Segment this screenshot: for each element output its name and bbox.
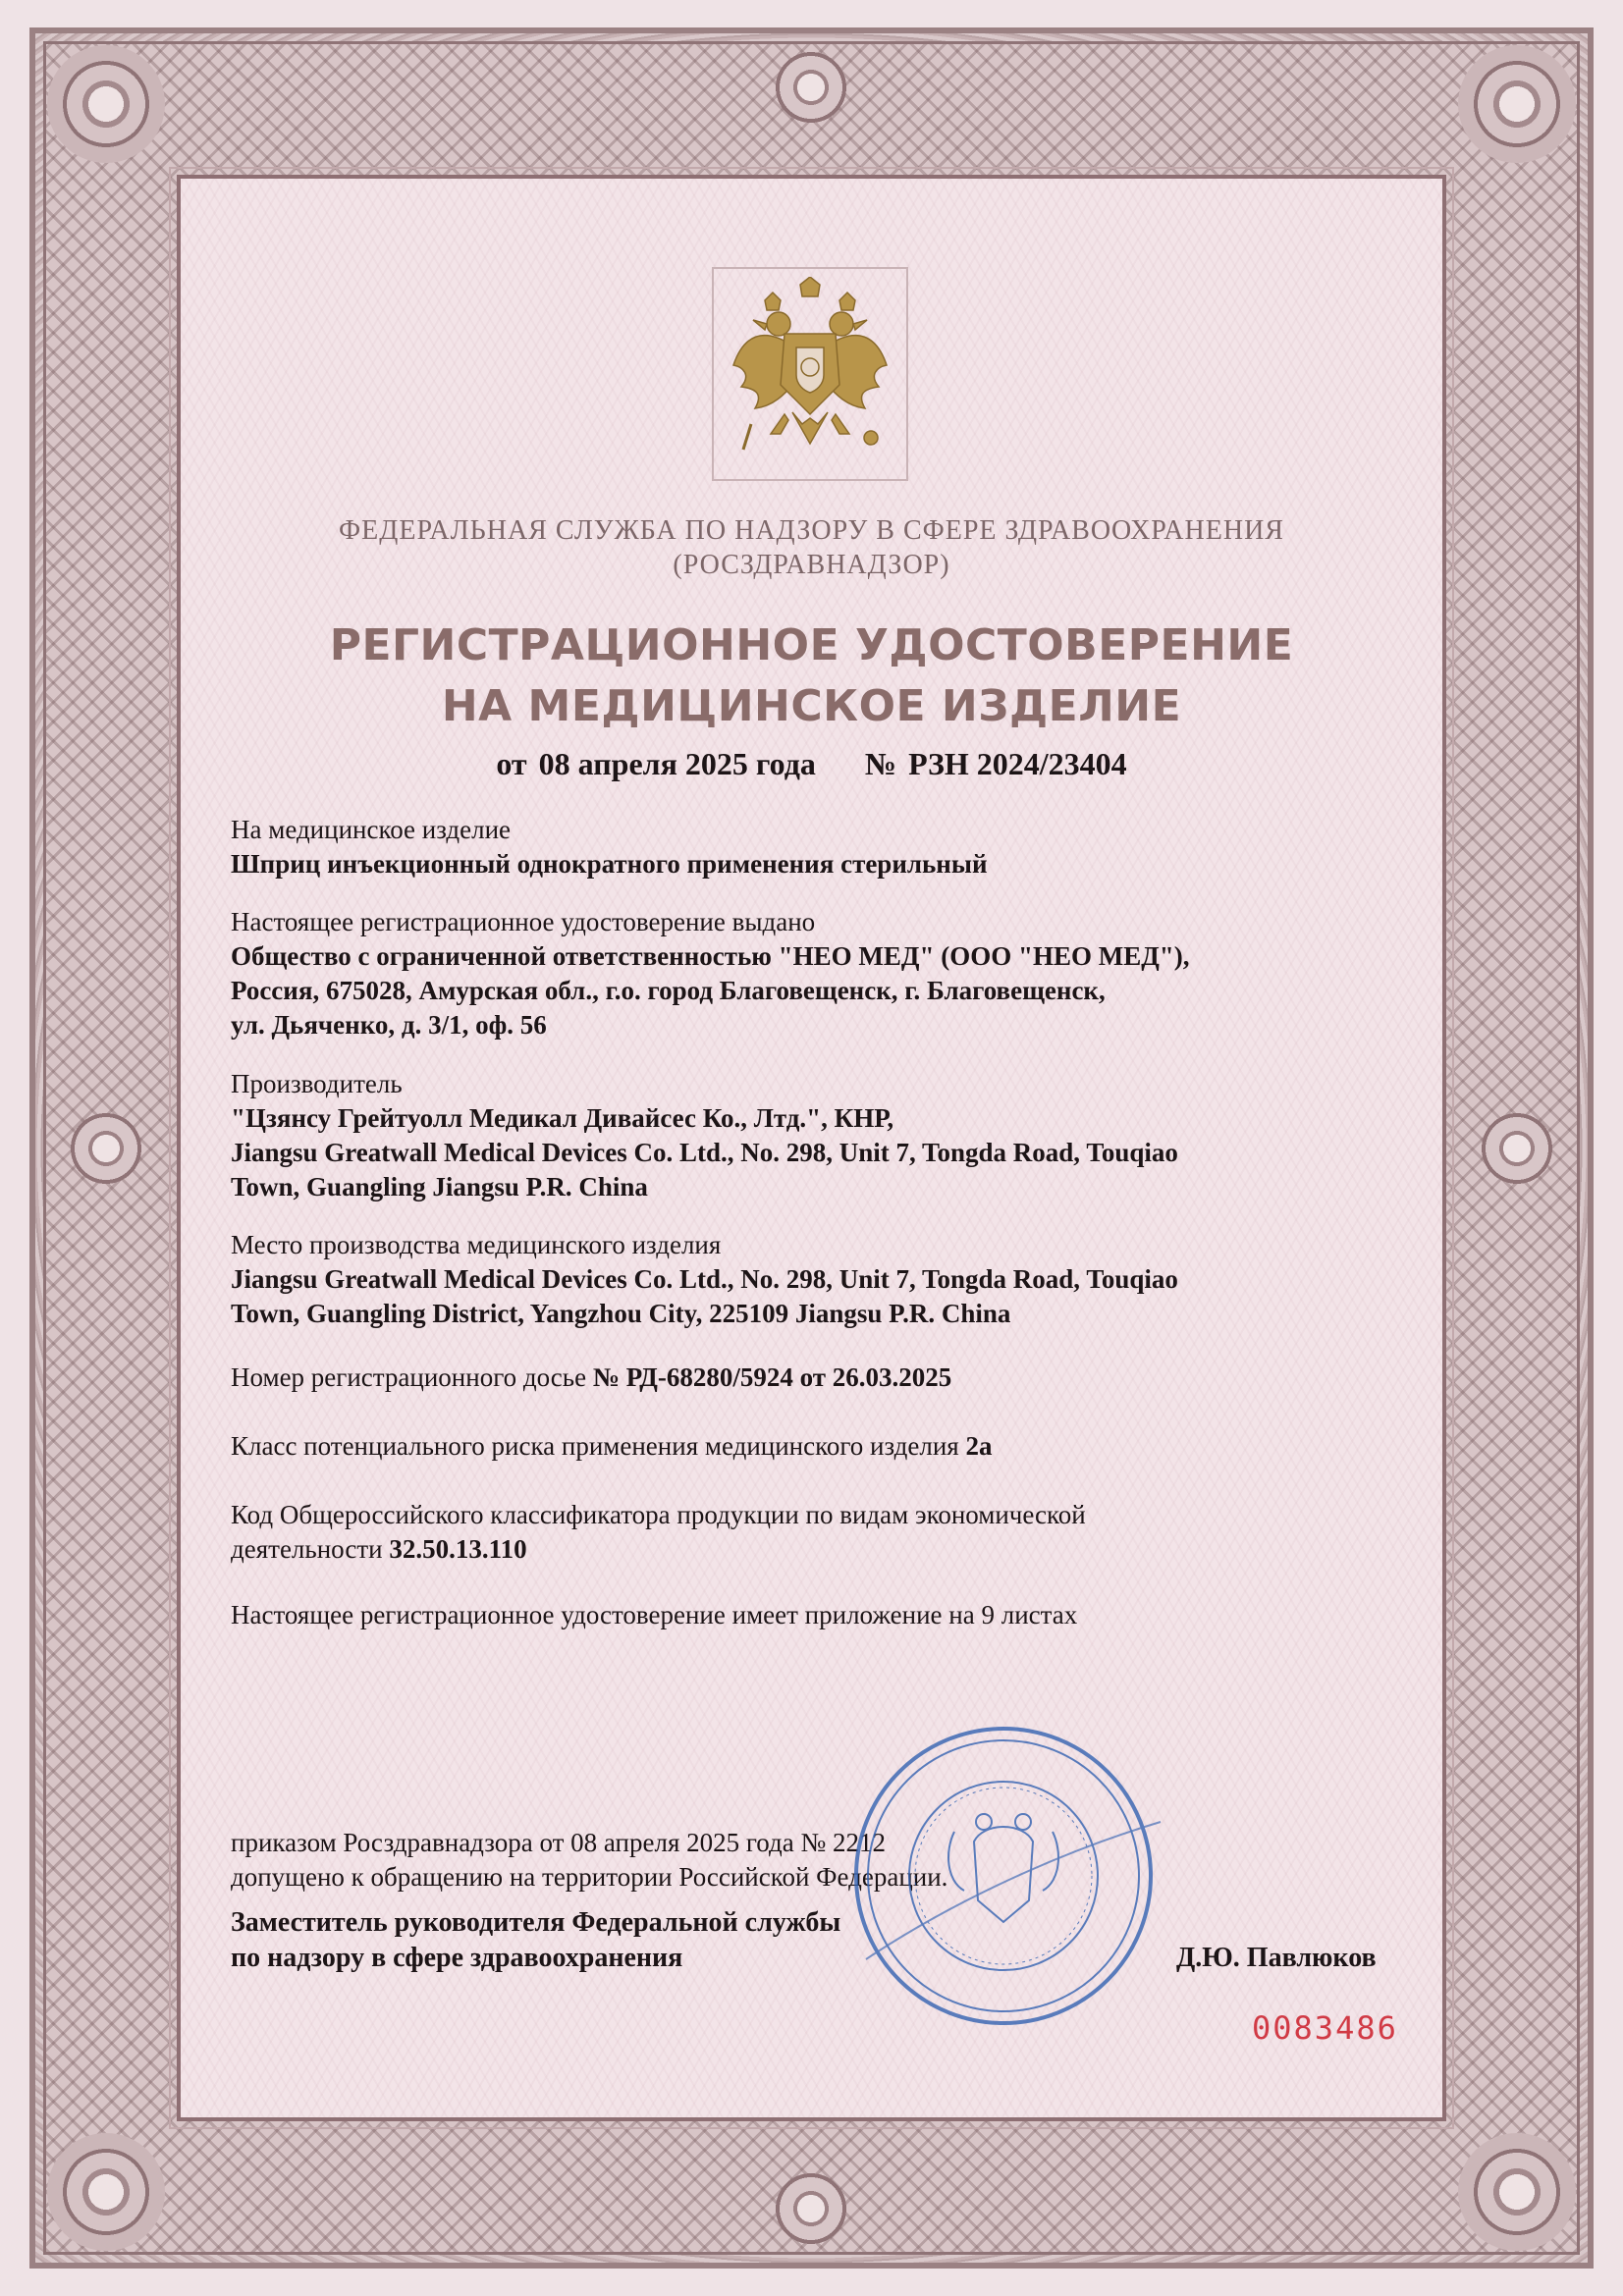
device-label: На медицинское изделие	[231, 815, 512, 844]
dossier-number: № РД-68280/5924 от 26.03.2025	[592, 1362, 952, 1392]
issue-line	[177, 746, 1446, 782]
dossier-section	[231, 1361, 1409, 1395]
corner-rosette-bottom-left	[47, 2133, 165, 2251]
corner-rosette-bottom-right	[1458, 2133, 1576, 2251]
holder-line: Россия, 675028, Амурская обл., г.о. город Благовещенск, г. Благовещенск,	[231, 976, 1106, 1005]
okpd-code: 32.50.13.110	[389, 1534, 527, 1564]
side-medallion-left	[62, 1104, 150, 1193]
manufacturer-label: Производитель	[231, 1069, 403, 1098]
holder-label: Настоящее регистрационное удостоверение выдано	[231, 907, 816, 936]
holder-line: Общество с ограниченной ответственностью "НЕО МЕД" (ООО "НЕО МЕД"),	[231, 941, 1190, 971]
holder-section	[231, 905, 1409, 1042]
order-line: допущено к обращению на территории Российской Федерации.	[231, 1862, 948, 1892]
signatory-title-line: Заместитель руководителя Федеральной службы	[231, 1907, 841, 1938]
manufacturer-line: Town, Guangling Jiangsu P.R. China	[231, 1172, 648, 1201]
risk-class-section	[231, 1429, 1409, 1464]
appendix-note: Настоящее регистрационное удостоверение имеет приложение на 9 листах	[231, 1600, 1078, 1629]
agency-abbreviation: (РОСЗДРАВНАДЗОР)	[673, 550, 950, 580]
order-line: приказом Росздравнадзора от 08 апреля 2025 года № 2212	[231, 1828, 886, 1857]
signatory-title	[231, 1905, 840, 1976]
appendix-section	[231, 1598, 1409, 1632]
signatory-name: Д.Ю. Павлюков	[1176, 1943, 1377, 1973]
certificate-number: РЗН 2024/23404	[908, 746, 1127, 781]
device-name: Шприц инъекционный однократного применения стерильный	[231, 849, 988, 879]
agency-name: ФЕДЕРАЛЬНАЯ СЛУЖБА ПО НАДЗОРУ В СФЕРЕ ЗДРАВООХРАНЕНИЯ	[339, 515, 1284, 546]
dossier-label: Номер регистрационного досье	[231, 1362, 587, 1392]
double-headed-eagle-icon	[724, 277, 896, 473]
production-site-label: Место производства медицинского изделия	[231, 1230, 722, 1259]
manufacturer-line: Jiangsu Greatwall Medical Devices Co. Ltd., No. 298, Unit 7, Tongda Road, Touqiao	[231, 1138, 1178, 1167]
state-emblem	[712, 267, 908, 481]
risk-class-label: Класс потенциального риска применения медицинского изделия	[231, 1431, 959, 1461]
manufacturer-line: "Цзянсу Грейтуолл Медикал Дивайсес Ко., Лтд.", КНР,	[231, 1103, 894, 1133]
document-title-line2: НА МЕДИЦИНСКОЕ ИЗДЕЛИЕ	[441, 681, 1182, 731]
production-site-line: Town, Guangling District, Yangzhou City, 225109 Jiangsu P.R. China	[231, 1299, 1011, 1328]
issue-date: 08 апреля 2025 года	[538, 746, 816, 781]
top-medallion	[767, 43, 855, 132]
document-title-line1: РЕГИСТРАЦИОННОЕ УДОСТОВЕРЕНИЕ	[329, 620, 1294, 670]
form-serial-number: 0083486	[1252, 2009, 1398, 2047]
corner-rosette-top-right	[1458, 45, 1576, 163]
okpd-label: Код Общероссийского классификатора продукции по видам экономической	[231, 1500, 1086, 1529]
okpd-label: деятельности	[231, 1534, 383, 1564]
device-section	[231, 813, 1409, 881]
holder-line: ул. Дьяченко, д. 3/1, оф. 56	[231, 1010, 547, 1040]
signatory-title-line: по надзору в сфере здравоохранения	[231, 1943, 683, 1973]
official-seal-icon	[837, 1714, 1170, 2038]
number-sign: №	[864, 746, 897, 781]
okpd-section	[231, 1498, 1409, 1567]
corner-rosette-top-left	[47, 45, 165, 163]
production-site-section	[231, 1228, 1409, 1331]
date-prefix: от	[496, 746, 527, 781]
side-medallion-right	[1473, 1104, 1561, 1193]
production-site-line: Jiangsu Greatwall Medical Devices Co. Ltd., No. 298, Unit 7, Tongda Road, Touqiao	[231, 1264, 1178, 1294]
manufacturer-section	[231, 1067, 1409, 1204]
bottom-medallion	[767, 2164, 855, 2253]
risk-class-value: 2а	[965, 1431, 993, 1461]
